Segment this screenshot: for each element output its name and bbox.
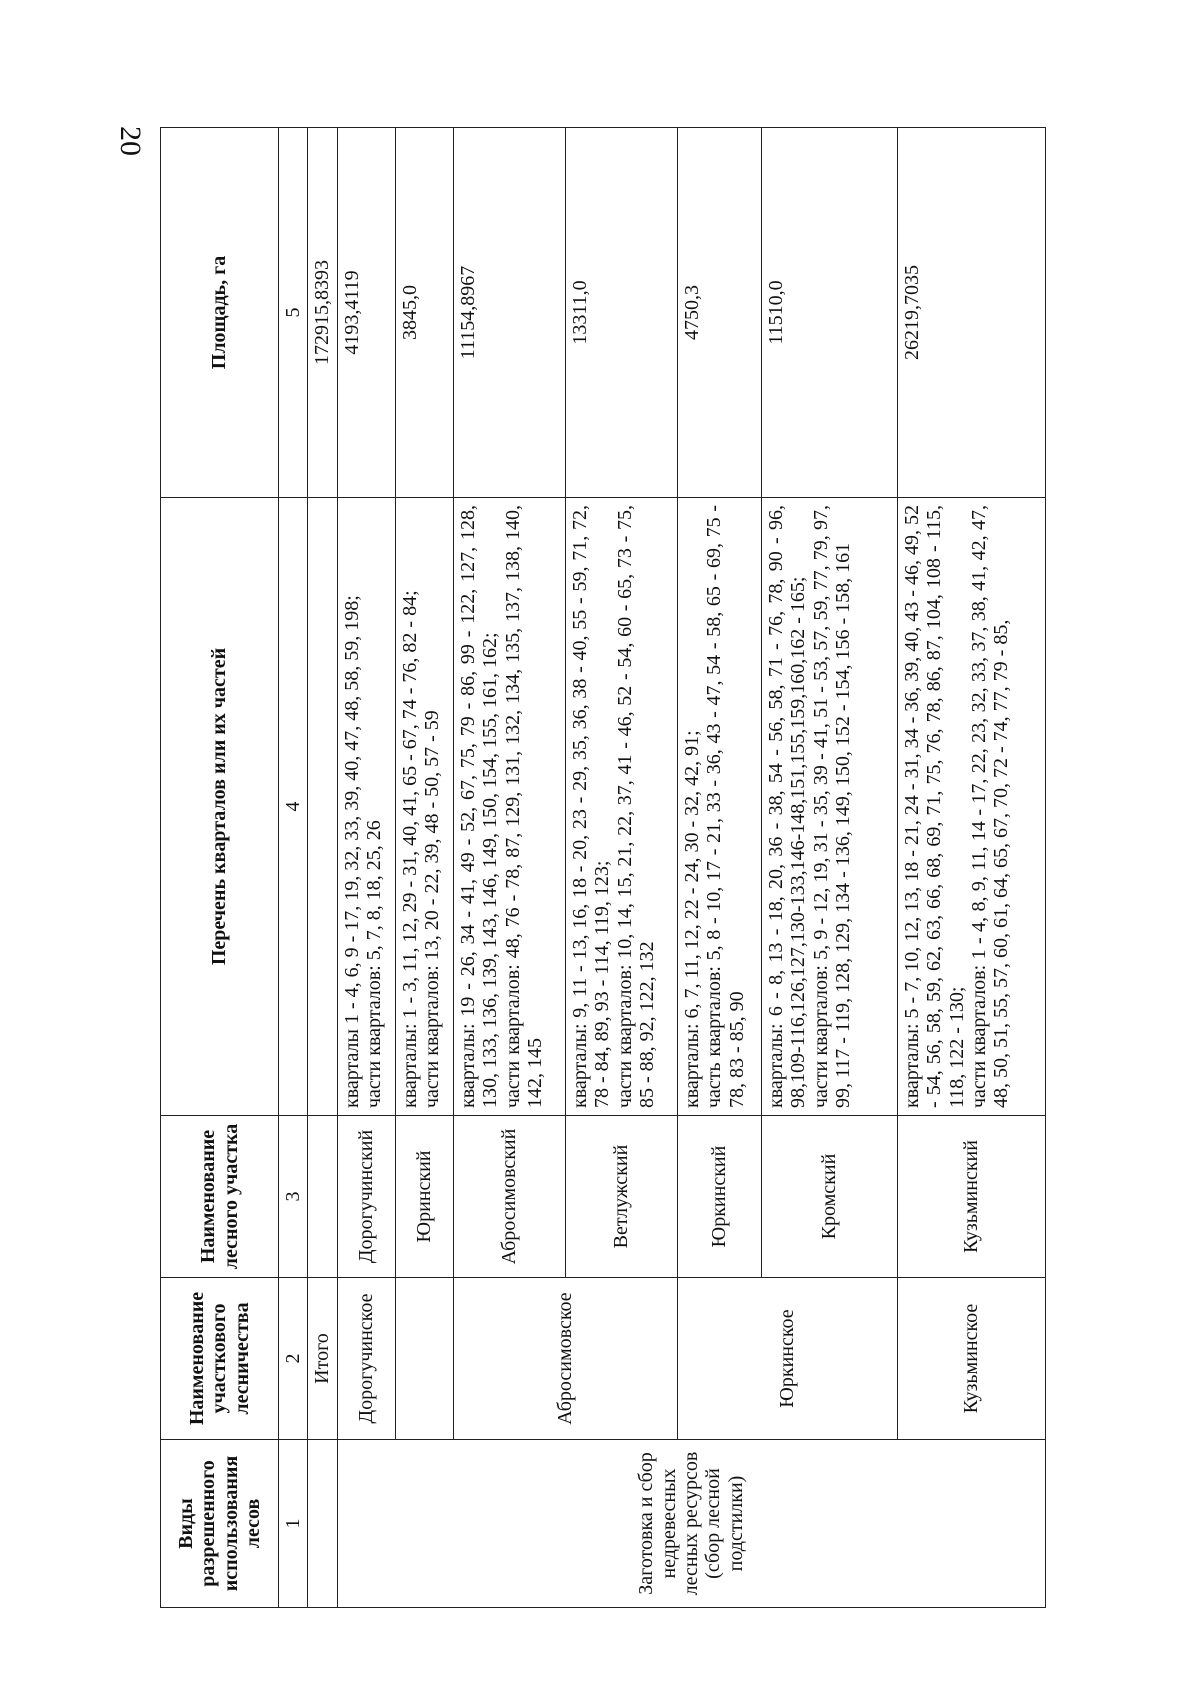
header-use-type: Виды разрешенного использования лесов	[161, 1440, 279, 1608]
area-value: 4750,3	[677, 128, 761, 498]
quarters-list	[453, 498, 565, 1116]
quarters-line: части кварталов: 13, 20 - 22, 39, 48 - 50, 57 - 59	[421, 710, 444, 1108]
column-number: 3	[279, 1116, 308, 1278]
area-value: 13311,0	[565, 128, 677, 498]
quarters-line: части кварталов: 10, 14, 15, 21, 22, 37, 41 - 46, 52 - 54, 60 - 65, 73 - 75, 85 - 88, 92, 122, 132	[613, 505, 658, 1108]
quarters-list	[761, 498, 897, 1116]
forestry-name: Кузьминское	[897, 1278, 1045, 1440]
header-forestry: Наименование участкового лесничества	[161, 1278, 279, 1440]
total-label: Итого	[308, 1278, 337, 1440]
plot-name: Абросимовский	[453, 1116, 565, 1278]
quarters-line: части кварталов: 1 - 4, 8, 9, 11, 14 - 17, 22, 23, 32, 33, 37, 38, 41, 42, 47, 48, 50, 51, 55, 57, 60, 61, 64, 65, 67, 70, 72 - 74, 77, 79 - 85,	[967, 505, 1013, 1108]
total-empty-cell	[308, 1440, 337, 1608]
quarters-line: части кварталов: 48, 76 - 78, 87, 129, 131, 132, 134, 135, 137, 138, 140, 142, 145	[501, 505, 546, 1108]
quarters-list	[565, 498, 677, 1116]
plot-name: Кузьминский	[897, 1116, 1045, 1278]
quarters-list	[395, 498, 453, 1116]
area-value: 11510,0	[761, 128, 897, 498]
quarters-line: часть кварталов: 5, 8 - 10, 17 - 21, 33 - 36, 43 - 47, 54 - 58, 65 - 69, 75 - 78, 83 - 85, 90	[703, 505, 748, 1108]
quarters-list	[897, 498, 1045, 1116]
table-row	[337, 128, 395, 1608]
forest-quarters-table	[160, 127, 1046, 1608]
area-value: 3845,0	[395, 128, 453, 498]
quarters-list	[337, 498, 395, 1116]
quarters-line: части кварталов: 5, 7, 8, 18, 25, 26	[363, 820, 386, 1108]
quarters-list	[677, 498, 761, 1116]
header-area: Площадь, га	[161, 128, 279, 498]
quarters-line: кварталы 1 - 4, 6, 9 - 17, 19, 32, 33, 39, 40, 47, 48, 58, 59, 198;	[340, 595, 363, 1108]
rotated-page-content	[160, 128, 1040, 1608]
forestry-name: Юркинское	[677, 1278, 897, 1440]
total-empty-cell	[308, 1116, 337, 1278]
plot-name: Ветлужский	[565, 1116, 677, 1278]
table-row	[453, 128, 565, 1608]
quarters-line: кварталы: 6 - 8, 13 - 18, 20, 36 - 38, 54 - 56, 58, 71 - 76, 78, 90 - 96, 98,109-116,126,127,130-133,146-148,151,155,159,160,162 - 165;	[764, 505, 810, 1108]
column-number: 2	[279, 1278, 308, 1440]
use-type-cell: Заготовка и сбор недревесных лесных ресурсов (сбор лесной подстилки)	[337, 1440, 1045, 1608]
plot-name: Дорогучинский	[337, 1116, 395, 1278]
total-empty-cell	[308, 498, 337, 1116]
quarters-line: кварталы: 1 - 3, 11, 12, 29 - 31, 40, 41, 65 - 67, 74 - 76, 82 - 84;	[398, 590, 421, 1108]
table-row	[677, 128, 761, 1608]
table-row	[897, 128, 1045, 1608]
header-plot: Наименование лесного участка	[161, 1116, 279, 1278]
forestry-name: Дорогучинское	[337, 1278, 395, 1440]
quarters-line: кварталы: 5 - 7, 10, 12, 13, 18 - 21, 24 - 31, 34 - 36, 39, 40, 43 - 46, 49, 52 - 54, 56, 58, 59, 62, 63, 66, 68, 69, 71, 75, 76, 78, 86, 87, 104, 108 - 115, 118, 122 - 130;	[900, 505, 968, 1108]
page-number: 20	[114, 126, 147, 156]
column-number: 1	[279, 1440, 308, 1608]
header-quarters: Перечень кварталов или их частей	[161, 498, 279, 1116]
area-value: 11154,8967	[453, 128, 565, 498]
plot-name: Юркинский	[677, 1116, 761, 1278]
column-number: 5	[279, 128, 308, 498]
area-value: 4193,4119	[337, 128, 395, 498]
forestry-name	[395, 1278, 453, 1440]
quarters-line: кварталы: 19 - 26, 34 - 41, 49 - 52, 67, 75, 79 - 86, 99 - 122, 127, 128, 130, 133, 136, 139, 143, 146, 149, 150, 154, 155, 161, 162;	[456, 505, 502, 1108]
total-area: 172915,8393	[308, 128, 337, 498]
quarters-line: кварталы: 6, 7, 11, 12, 22 - 24, 30 - 32, 42, 91;	[680, 730, 703, 1108]
column-number: 4	[279, 498, 308, 1116]
plot-name: Кромский	[761, 1116, 897, 1278]
forestry-name: Абросимовское	[453, 1278, 677, 1440]
quarters-line: части кварталов: 5, 9 - 12, 19, 31 - 35, 39 - 41, 51 - 53, 57, 59, 77, 79, 97, 99, 117 - 119, 128, 129, 134 - 136, 149, 150, 152 - 154, 156 - 158, 161	[809, 505, 854, 1108]
area-value: 26219,7035	[897, 128, 1045, 498]
quarters-line: кварталы: 9, 11 - 13, 16, 18 - 20, 23 - 29, 35, 36, 38 - 40, 55 - 59, 71, 72, 78 - 84, 89, 93 - 114, 119, 123;	[568, 505, 614, 1108]
plot-name: Юринский	[395, 1116, 453, 1278]
table-row	[395, 128, 453, 1608]
